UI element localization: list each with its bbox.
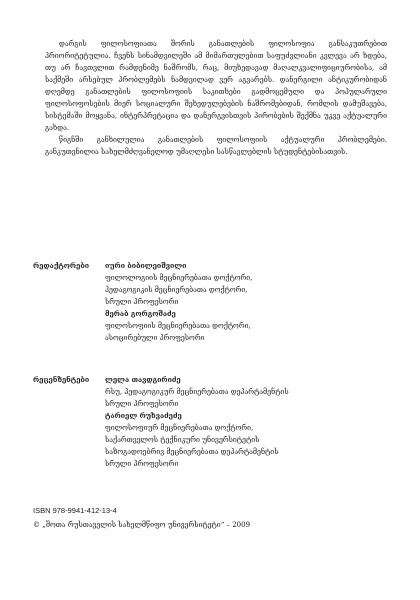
annotation (45, 38, 387, 158)
isbn: ISBN 978-9941-412-13-4 (33, 506, 117, 515)
editor-credential: ფილოლოგიის მეცნიერებათა დოქტორი, (105, 274, 253, 282)
reviewer-credential: რსუ, პედაგოგიკურ მეცნიერებათა დეპარტამენტის (105, 388, 289, 396)
editors-list (105, 260, 395, 344)
reviewer-credential: სრული პროფესორი (105, 460, 179, 468)
editor-credential: ფილოსოფიის მეცნიერებათა დოქტორი, (105, 322, 251, 330)
editor-name: მერაბ გორგოშაძე (105, 309, 176, 318)
reviewer-credential: ფილოსოფიურ მეცნიერებათა დოქტორი, (105, 424, 254, 432)
editor-credential: პედაგოგიკის მეცნიერებათა დოქტორი, (105, 286, 248, 294)
reviewer-name: ტარიელ რუხვაძეძე (105, 411, 182, 420)
reviewer-credential: საზოგადოებრივ მეცნიერებათა დეპარტამენტის (105, 448, 279, 456)
editor-name: იური ბიბილეიშვილი (105, 261, 187, 270)
annotation-paragraph: წიგნში განხილულია განათლების ფილოსოფიის აქტუალური პრობლემები. განკუთვნილია სახელმძღვანელოდ უმაღლესი სასწავლებლის სტუდენტებისათვის. (45, 136, 387, 156)
editor-credential: სრული პროფესორი (105, 298, 179, 306)
reviewer-name: ლელა თავდგირიძე (105, 375, 181, 384)
editors-label: რედაქტორები (33, 261, 90, 270)
copyright-notice: © „შოთა რუსთაველის სახელმწიფო უნივერსიტეტი“ – 2009 (33, 521, 251, 529)
reviewer-credential: საქართველოს ტექნიკური უნივერსიტეტის (105, 436, 260, 444)
reviewers-list (105, 374, 395, 470)
annotation-paragraph: დარგის ფილოსოფიათა შორის განათლების ფილოსოფია განსაკუთრებით პრიორიტეტულია. ჩვენს სინამდვილეში ამ მიმართულებით საფუძვლიანი კვლევა არ ხდება, თუ არ ჩავთვლით რამდენიმე ნაშრომს, რაც, მიუხედავად მაღალკვალიფიციურობისა, ამ საქმეში არსებულ პრობლემებს ნამდვილად ვერ აგვარებს. დანერგილი ანტიკურობიდან დღემდე განათლების ფილოსოფიის საკითხები გადმოცემული და პოპულარული ფილოსოფოსების მიერ სოციალური შეხედულებების ნაშრომებიდან, რომლის დამუშავება, სისტემაში მოყვანა, ინტერპრეტაცია და დანერგვისთვის პირობების შექმნა უკვე აქტუალური გახდა. (45, 40, 387, 132)
editor-credential: ასოცირებული პროფესორი (105, 334, 205, 342)
reviewer-credential: სრული პროფესორი (105, 400, 179, 408)
reviewers-label: რეცენზენტები (33, 375, 90, 384)
